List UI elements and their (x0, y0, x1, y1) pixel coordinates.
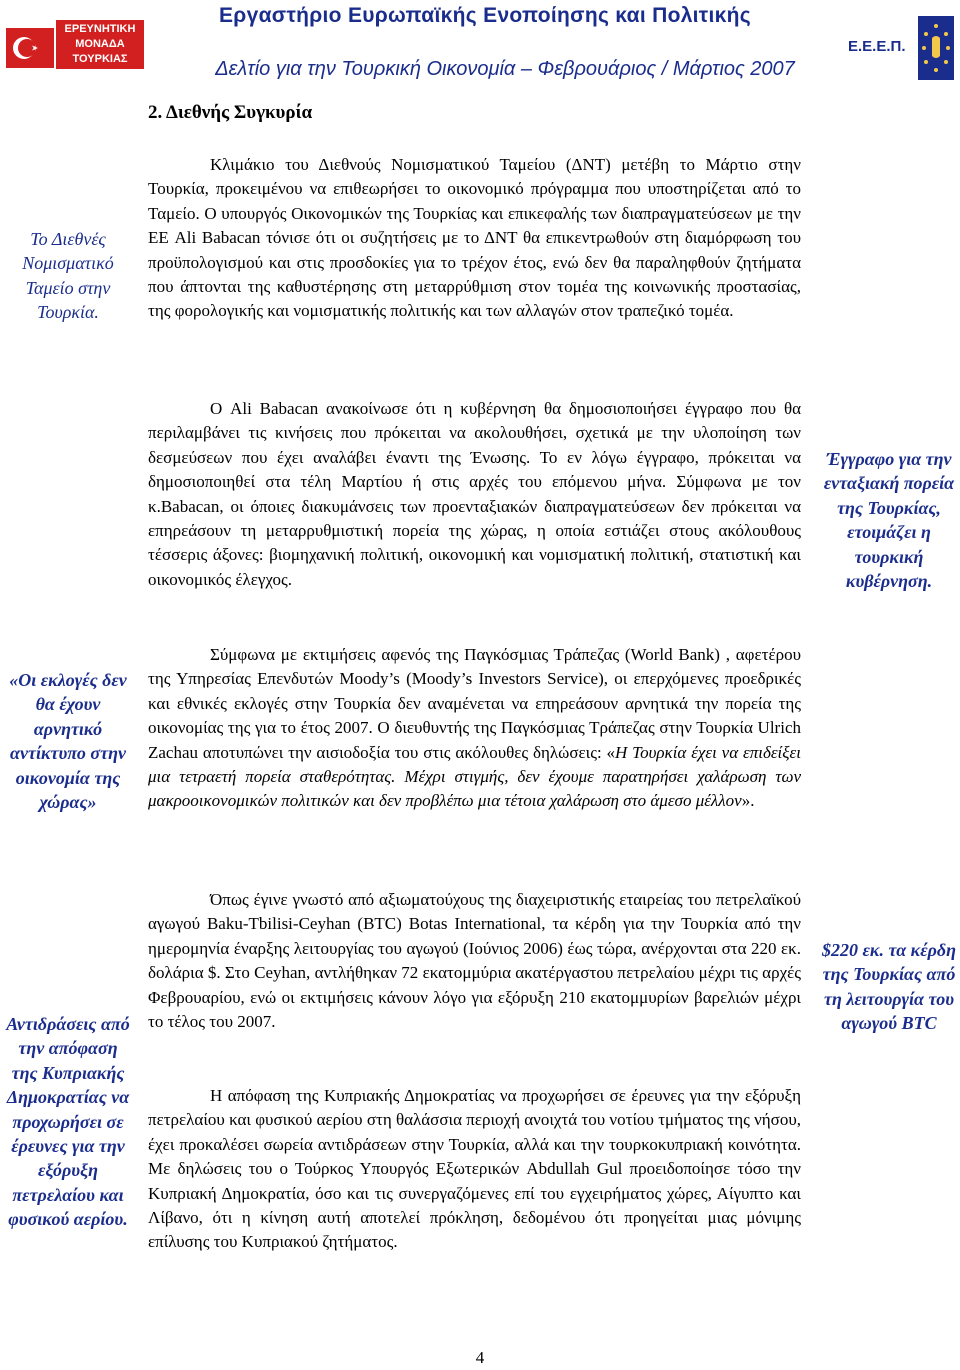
logo-left-text: ΕΡΕΥΝΗΤΙΚΗ ΜΟΝΑΔΑ ΤΟΥΡΚΙΑΣ (56, 20, 144, 69)
paragraph-cyprus: Η απόφαση της Κυπριακής Δημοκρατίας να προχωρήσει σε έρευνες για την εξόρυξη πετρελαίου και φυσικού αερίου στη θαλάσσια περιοχή ανοιχτά του νοτίου τμήματος της νήσου, έχει προκαλέσει σωρεία αντιδράσεων στην Τουρκία, αλλά και την τουρκοκυπριακή κοινότητα. Με δηλώσεις του ο Τούρκος Υπουργός Εξωτερικών Abdullah Gul προειδοποίησε τόσο την Κυπριακή Δημοκρατία, όσο και τις συνεργαζόμενες επί του εγχειρήματος χώρες, Αίγυπτο και Λίβανο, ότι η κίνηση αυτή αποτελεί πρόκληση, δεδομένου ότι προηγείται μιας μόνιμης επίλυσης του Κυπριακού ζητήματος. (148, 1086, 801, 1252)
paragraph-world-bank (148, 643, 801, 814)
header-subtitle: Δελτίο για την Τουρκική Οικονομία – Φεβρουάριος / Μάρτιος 2007 (215, 58, 795, 80)
paragraph-imf: Κλιμάκιο του Διεθνούς Νομισματικού Ταμείου (ΔΝΤ) μετέβη το Μάρτιο στην Τουρκία, προκειμένου να επιθεωρήσει το οικονομικό πρόγραμμα που υποστηρίζεται από το Ταμείο. Ο υπουργός Οικονομικών της Τουρκίας και επικεφαλής των διαπραγματεύσεων με την ΕΕ Ali Babacan τόνισε ότι οι συζητήσεις με το ΔΝΤ θα επικεντρωθούν στη διαμόρφωση του προϋπολογισμού και στις προσδοκίες για το τρέχον έτος, ενώ δεν θα παραληφθούν ζητήματα που άπτονται της καθυστέρησης στη μεταρρύθμιση στον τομέα της κοινωνικής προστασίας, της φορολογικής και νομισματικής πολιτικής και των αλλαγών στον τραπεζικό τομέα. (148, 155, 801, 321)
section-title: 2. Διεθνής Συγκυρία (148, 102, 313, 123)
paragraph-btc: Όπως έγινε γνωστό από αξιωματούχους της διαχειριστικής εταιρείας του πετρελαϊκού αγωγού Baku-Tbilisi-Ceyhan (BTC) Botas International, τα κέρδη για την Τουρκία από την ημερομηνία έναρξης λειτουργίας του αγωγού (Ιούνιος 2006) έως τώρα, ανέρχονται στα 220 εκ. δολάρια $. Στο Ceyhan, αντλήθηκαν 72 εκατομμύρια ακατέργαστου πετρελαίου μέχρι τις αρχές Φεβρουαρίου, ενώ οι εκτιμήσεις κάνουν λόγο για εξόρυξη 210 εκατομμυρίων βαρελιών μέχρι το τέλος του 2007. (148, 890, 801, 1032)
paragraph-babacan: Ο Ali Babacan ανακοίνωσε ότι η κυβέρνηση θα δημοσιοποιήσει έγγραφο που θα περιλαμβάνει τις κινήσεις που πρόκειται να ακολουθήσει, σχετικά με την υλοποίηση των δεσμεύσεων που έχει αναλάβει έναντι της Ένωσης. Το εν λόγω έγγραφο, πρόκειται να δημοσιοποιηθεί στα τέλη Μαρτίου ή στις αρχές του επόμενου μήνα. Σύμφωνα με τον κ.Babacan, οι όποιες διακυμάνσεις των προενταξιακών διαπραγματεύσεων δεν πρόκειται να επηρεάσουν τη μεταρρυθμιστική πορεία της χώρας, η οποία εστιάζει στους ακόλουθους τέσσερις άξονες: βιομηχανική πολιτική, οικονομική και νομισματική πολιτική, στατιστική και οικονομικός έλεγχος. (148, 399, 801, 589)
logo-right-text: Ε.Ε.Ε.Π. (848, 38, 906, 55)
logo-right (848, 16, 956, 84)
quote-zachau: Η Τουρκία έχει να επιδείξει μια τετραετή πορεία σταθερότητας. Μέχρι στιγμής, δεν έχουμε παρατηρήσει χαλάρωση των μακροοικονομικών πολιτικών και δεν προβλέπω μια τέτοια χαλάρωση στο άμεσο μέλλον (148, 742, 801, 811)
emblem-icon (918, 16, 954, 80)
page-number: 4 (475, 1348, 485, 1367)
paragraph-world-bank-text: Σύμφωνα με εκτιμήσεις αφενός της Παγκόσμιας Τράπεζας (World Bank) , αφετέρου της Υπηρεσίας Επενδυτών Moody’s (Moody’s Investors Service), οι επερχόμενες προεδρικές και εθνικές εκλογές στην Τουρκία δεν αναμένεται να επηρεάσουν αρνητικά την πορεία της οικονομίας της για το έτος 2007. Ο διευθυντής της Παγκόσμιας Τράπεζας στην Τουρκία Ulrich Zachau αποτυπώνει την αισιοδοξία του στις ακόλουθες δηλώσεις: « (148, 645, 801, 762)
header-title: Εργαστήριο Ευρωπαϊκής Ενοποίησης και Πολιτικής (219, 4, 751, 27)
side-note-imf: Το Διεθνές Νομισματικό Ταμείο στην Τουρκία. (22, 229, 114, 323)
logo-left (4, 6, 144, 80)
side-note-btc: $220 εκ. τα κέρδη της Τουρκίας από τη λειτουργία του αγωγού BTC (822, 940, 956, 1034)
quote-end: ». (741, 791, 755, 811)
side-note-document: Έγγραφο για την ενταξιακή πορεία της Τουρκίας, ετοιμάζει η τουρκική κυβέρνηση. (823, 449, 955, 592)
turkish-flag-icon (6, 28, 54, 68)
side-note-cyprus: Αντιδράσεις από την απόφαση της Κυπριακής Δημοκρατίας να προχωρήσει σε έρευνες για την εξόρυξη πετρελαίου και φυσικού αερίου. (6, 1014, 130, 1230)
side-note-elections: «Οι εκλογές δεν θα έχουν αρνητικό αντίκτυπο στην οικονομία της χώρας» (9, 670, 127, 813)
